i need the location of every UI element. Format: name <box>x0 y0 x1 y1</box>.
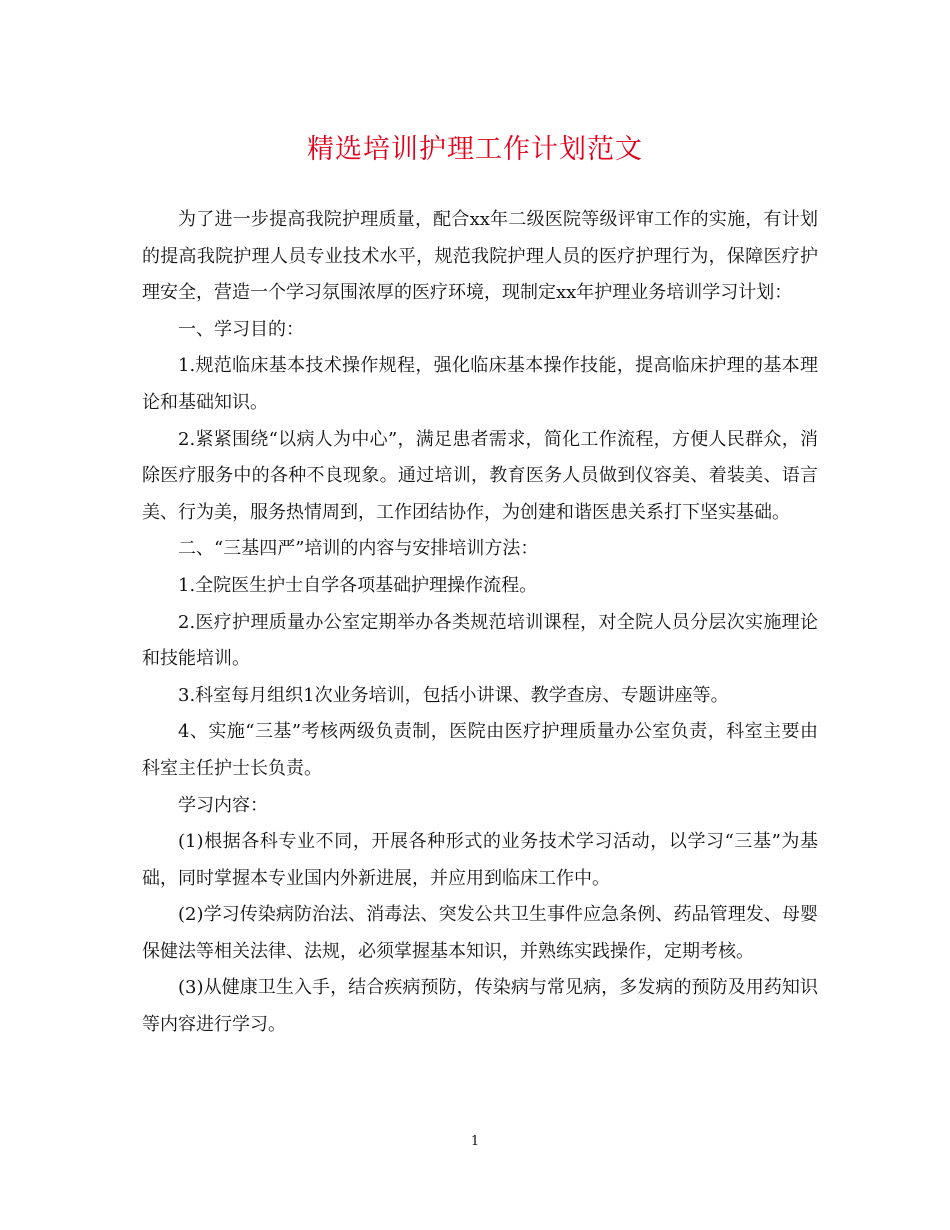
paragraph-content-2: (2)学习传染病防治法、消毒法、突发公共卫生事件应急条例、药品管理发、母婴保健法等相关法律、法规，必须掌握基本知识，并熟练实践操作，定期考核。 <box>142 904 818 962</box>
heading-study-purpose: 一、学习目的： <box>178 318 304 340</box>
paragraph-content-3: (3)从健康卫生入手，结合疾病预防，传染病与常见病，多发病的预防及用药知识等内容进行学习。 <box>142 977 818 1036</box>
document-title: 精选培训护理工作计划范文 <box>307 134 643 165</box>
heading-study-content: 学习内容： <box>178 794 268 816</box>
paragraph-content-1: (1)根据各科专业不同，开展各种形式的业务技术学习活动，以学习“三基”为基础，同时掌握本专业国内外新进展，并应用到临床工作中。 <box>142 831 818 889</box>
paragraph-method-3: 3.科室每月组织1次业务培训，包括小讲课、教学查房、专题讲座等。 <box>178 684 729 706</box>
paragraph-purpose-1: 1.规范临床基本技术操作规程，强化临床基本操作技能，提高临床护理的基本理论和基础知识。 <box>142 355 818 413</box>
paragraph-purpose-2: 2.紧紧围绕“以病人为中心”，满足患者需求，简化工作流程，方便人民群众，消除医疗服务中的各种不良现象。通过培训，教育医务人员做到仪容美、着装美、语言美、行为美，服务热情周到，工作团结协作，为创建和谐医患关系打下坚实基础。 <box>142 428 818 523</box>
paragraph-intro: 为了进一步提高我院护理质量，配合xx年二级医院等级评审工作的实施，有计划的提高我院护理人员专业技术水平，规范我院护理人员的医疗护理行为，保障医疗护理安全，营造一个学习氛围浓厚的医疗环境，现制定xx年护理业务培训学习计划： <box>142 209 818 304</box>
paragraph-method-4: 4、实施“三基”考核两级负责制，医院由医疗护理质量办公室负责，科室主要由科室主任护士长负责。 <box>142 721 818 779</box>
heading-training-methods: 二、“三基四严”培训的内容与安排培训方法： <box>178 538 539 560</box>
paragraph-method-1: 1.全院医生护士自学各项基础护理操作流程。 <box>178 574 538 596</box>
page-number: 1 <box>470 1134 480 1149</box>
document-body <box>142 202 818 1044</box>
paragraph-method-2: 2.医疗护理质量办公室定期举办各类规范培训课程，对全院人员分层次实施理论和技能培训。 <box>142 611 818 670</box>
